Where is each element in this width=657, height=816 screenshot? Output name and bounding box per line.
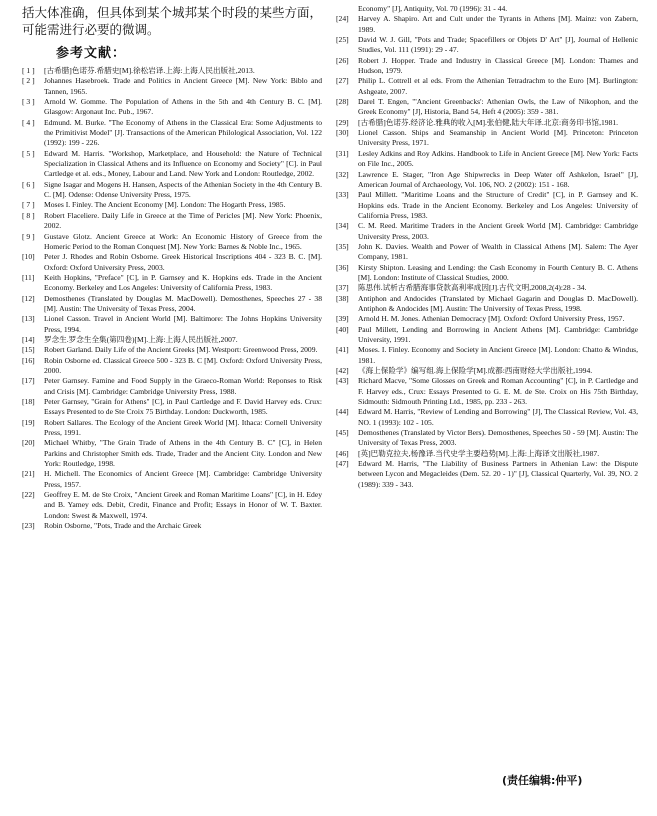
reference-item xyxy=(336,428,638,449)
reference-number: [41] xyxy=(336,345,349,355)
reference-number: [21] xyxy=(22,469,35,479)
reference-number: [38] xyxy=(336,293,349,303)
reference-text: Gustave Glotz. Ancient Greece at Work: An Economic History of Greece from the Homeric Period to the Roman Conquest [M]. New York: Barnes & Noble Inc., 1965. xyxy=(44,231,322,251)
reference-item xyxy=(22,149,322,180)
reference-number: [40] xyxy=(336,324,349,334)
reference-number: [42] xyxy=(336,366,349,376)
reference-item xyxy=(336,35,638,56)
intro-paragraph: 括大体准确，但具体到某个城邦某个时段的某些方面，可能需进行必要的微调。 xyxy=(22,5,323,37)
reference-text: Peter J. Rhodes and Robin Osborne. Greek Historical Inscriptions 404 - 323 B. C. [M]. Oxford: Oxford University Press, 2003. xyxy=(44,252,322,272)
reference-item xyxy=(336,376,638,407)
reference-number: [19] xyxy=(22,417,35,427)
reference-number: [ 9 ] xyxy=(22,231,35,241)
reference-item xyxy=(22,97,322,118)
reference-number: [ 4 ] xyxy=(22,117,35,127)
reference-number: [32] xyxy=(336,169,349,179)
reference-number: [23] xyxy=(22,521,35,531)
reference-list-left xyxy=(22,66,322,531)
reference-number: [33] xyxy=(336,190,349,200)
reference-text: H. Michell. The Economics of Ancient Greece [M]. Cambridge: Cambridge University Press, 1957. xyxy=(44,469,322,489)
reference-text: Lionel Casson. Travel in Ancient World [M]. Baltimore: The Johns Hopkins University Press, 1994. xyxy=(44,314,322,334)
reference-text: Robert J. Hopper. Trade and Industry in Classical Greece [M]. London: Thames and Hudson, 1979. xyxy=(358,55,638,76)
reference-number: [25] xyxy=(336,35,349,45)
reference-item xyxy=(336,325,638,346)
reference-item xyxy=(336,170,638,191)
reference-item xyxy=(22,521,322,531)
reference-text: Robin Osborne ed. Classical Greece 500 - 323 B. C [M]. Oxford: Oxford University Press, 2000. xyxy=(44,355,322,375)
references-heading: 参考文献： xyxy=(56,46,127,61)
reference-text: Robert Garland. Daily Life of the Ancient Greeks [M]. Westport: Greenwood Press, 2009. xyxy=(44,345,318,355)
reference-number: [ 7 ] xyxy=(22,200,35,210)
reference-number: [35] xyxy=(336,241,349,251)
reference-text: Peter Garnsey, "Grain for Athens" [C], in Paul Cartledge and F. David Harvey eds. Crux: Essays Presented to de Ste Croix 75 Birthday. London: Duckworth, 1985. xyxy=(44,397,322,417)
reference-item xyxy=(22,294,322,315)
reference-number: [36] xyxy=(336,262,349,272)
reference-text: Robin Osborne, "Pots, Trade and the Archaic Greek xyxy=(44,521,202,531)
reference-item xyxy=(22,76,322,97)
reference-text: Paul Millett, Lending and Borrowing in Ancient Athens [M]. Cambridge: Cambridge University, 1991. xyxy=(358,324,638,344)
reference-text: Edward M. Harris. "Workshop, Marketplace, and Household: the Nature of Technical Specialization in Classical Athens and its Influence on Economy and Society" [C]. in Paul Cartledge et al. eds., Money, Labour and Land. New York and London: Routledge, 2002. xyxy=(44,148,322,179)
reference-text: Michael Whitby, "The Grain Trade of Athens in the 4th Century B. C" [C], in Helen Parkins and Christopher Smith eds. Trade, Trader and the Ancient City. London and New York: Routledge, 1998. xyxy=(44,438,322,469)
reference-text: 罗念生.罗念生全集(第四卷)[M].上海:上海人民出版社,2007. xyxy=(44,334,238,344)
reference-text: Arnold W. Gomme. The Population of Athens in the 5th and 4th Century B. C. [M]. Glasgow: Argonaut Inc. Pub., 1967. xyxy=(44,97,322,117)
reference-text: Peter Garnsey. Famine and Food Supply in the Graeco-Roman World: Reponses to Risk and Crisis [M]. Cambridge: Cambridge University Press, 1988. xyxy=(44,376,322,396)
reference-text: Arnold H. M. Jones. Athenian Democracy [M]. Oxford: Oxford University Press, 1957. xyxy=(358,314,625,324)
reference-text: Lionel Casson. Ships and Seamanship in Ancient World [M]. Princeton: Princeton University Press, 1971. xyxy=(358,128,638,148)
reference-item xyxy=(22,211,322,232)
reference-number: [46] xyxy=(336,448,349,458)
reference-number: [ 6 ] xyxy=(22,179,35,189)
reference-number: [30] xyxy=(336,128,349,138)
reference-text: Moses I. Finley. The Ancient Economy [M]. London: The Hogarth Press, 1985. xyxy=(44,200,286,210)
left-column xyxy=(22,4,322,531)
reference-item xyxy=(336,263,638,284)
reference-text: [英]巴勒克拉夫,杨豫译.当代史学主要趋势[M].上海:上海译文出版社,1987. xyxy=(358,448,600,458)
reference-text: Kirsty Shipton. Leasing and Lending: the Cash Economy in Fourth Century B. C. Athens [M]. London: Institute of Classical Studies, 2000. xyxy=(358,262,638,282)
reference-text: Harvey A. Shapiro. Art and Cult under the Tyrants in Athens [M]. Mainz: von Zabern, 1989. xyxy=(358,14,638,34)
reference-item xyxy=(22,490,322,521)
reference-number: [47] xyxy=(336,459,349,469)
reference-item xyxy=(336,283,638,293)
reference-item xyxy=(336,242,638,263)
reference-text: Keith Hopkins, "Preface" [C], in P. Garnsey and K. Hopkins eds. Trade in the Ancient Economy. Berkeley and Los Angeles: University of California Press, 1983. xyxy=(44,272,322,293)
right-column xyxy=(336,4,638,490)
reference-number: [16] xyxy=(22,355,35,365)
reference-number: [24] xyxy=(336,14,349,24)
reference-item xyxy=(336,345,638,366)
reference-number: [20] xyxy=(22,438,35,448)
reference-number: [14] xyxy=(22,334,35,344)
reference-item xyxy=(22,200,322,210)
reference-text: Robert Sallares. The Ecology of the Ancient Greek World [M]. Ithaca: Cornell University Press, 1991. xyxy=(44,417,322,438)
reference-text: Johannes Hasebroek. Trade and Politics in Ancient Greece [M]. New York: Biblo and Tannen, 1965. xyxy=(44,76,322,96)
reference-number: [ 8 ] xyxy=(22,210,35,220)
reference-text: Demosthenes (Translated by Victor Bers). Demosthenes, Speeches 50 - 59 [M]. Austin: The University of Texas Press, 2003. xyxy=(358,428,638,448)
reference-number: [ 5 ] xyxy=(22,148,35,158)
reference-text: Lawrence E. Stager, "Iron Age Shipwrecks in Deep Water off Ashkelon, Israel" [J], American Journal of Archaeology, Vol. 106, NO. 2 (2002): 151 - 168. xyxy=(358,169,638,189)
reference-item xyxy=(22,418,322,439)
reference-item xyxy=(336,128,638,149)
reference-item xyxy=(22,180,322,201)
reference-item xyxy=(22,376,322,397)
reference-text: Richard Macve, "Some Glosses on Greek and Roman Accounting" [C], in P. Cartledge and F. Harvey eds., Crux: Essays Presented to G. E. M. de Ste. Croix on His 75th Birthday, Sidmouth: Sidmouth Printing Ltd., 1985, pp. 233 - 263. xyxy=(358,376,638,407)
reference-number: [28] xyxy=(336,97,349,107)
reference-item xyxy=(336,149,638,170)
reference-item xyxy=(336,97,638,118)
reference-item xyxy=(22,314,322,335)
reference-text: Darel T. Engen, "'Ancient Greenbacks': Athenian Owls, the Law of Nikophon, and the Greek Economy" [J], Historia, Band 54, Heft 4 (2005): 359 - 381. xyxy=(358,97,638,117)
reference-item xyxy=(22,438,322,469)
reference-number: [29] xyxy=(336,117,349,127)
reference-item xyxy=(22,66,322,76)
reference-item xyxy=(22,335,322,345)
reference-item xyxy=(336,76,638,97)
reference-item xyxy=(22,273,322,294)
reference-number: [39] xyxy=(336,314,349,324)
reference-item xyxy=(336,314,638,324)
reference-text: Geoffrey E. M. de Ste Croix, "Ancient Greek and Roman Maritime Loans" [C], in H. Edey and B. Yamey eds. Debit, Credit, Finance and Profit; Essays in Honor of W. T. Baxter. London: Swest & Maxwell, 1974. xyxy=(44,490,322,520)
reference-item xyxy=(336,407,638,428)
reference-text: 陈思伟.试析古希腊海事贷款高利率成因[J].古代文明,2008,2(4):28 - 34. xyxy=(358,283,587,293)
reference-item xyxy=(22,469,322,490)
reference-item xyxy=(22,356,322,377)
reference-item xyxy=(336,4,638,14)
reference-text: Edward M. Harris, "Review of Lending and Borrowing" [J], The Classical Review, Vol. 43, NO. 1 (1993): 102 - 105. xyxy=(358,407,638,427)
reference-number: [10] xyxy=(22,252,35,262)
reference-text: Lesley Adkins and Roy Adkins. Handbook to Life in Ancient Greece [M]. New York: Facts on File Inc., 2005. xyxy=(358,148,638,169)
reference-item xyxy=(22,232,322,253)
reference-text: [古希腊]色诺芬.经济论.雅典的收入[M].张伯健,陆大年译.北京:商务印书馆,1981. xyxy=(358,117,619,127)
reference-item xyxy=(336,221,638,242)
reference-item xyxy=(336,366,638,376)
reference-text: David W. J. Gill, "Pots and Trade; Spacefillers or Objets D' Art" [J], Journal of Hellenic Studies, Vol. 111 (1991): 29 - 47. xyxy=(358,35,638,55)
reference-text: Economy" [J], Antiquity, Vol. 70 (1996): 31 - 44. xyxy=(358,4,508,13)
reference-number: [27] xyxy=(336,76,349,86)
reference-text: 《海上保险学》编写组.海上保险学[M].成都:西南财经大学出版社,1994. xyxy=(358,366,593,376)
reference-text: Antiphon and Andocides (Translated by Michael Gagarin and Douglas D. MacDowell). Antiphon & Andocides [M]. Austin: The University of Texas Press, 1998. xyxy=(358,293,638,313)
reference-number: [37] xyxy=(336,283,349,293)
reference-number: [31] xyxy=(336,148,349,158)
reference-number: [12] xyxy=(22,293,35,303)
reference-number: [45] xyxy=(336,428,349,438)
reference-item xyxy=(336,56,638,77)
reference-text: Signe Isagar and Mogens H. Hansen, Aspects of the Athenian Society in the 4th Century B. C. [M]. Odense: Odense University Press, 1975. xyxy=(44,179,322,200)
reference-number: [34] xyxy=(336,221,349,231)
reference-number: [ 2 ] xyxy=(22,76,35,86)
reference-item xyxy=(336,449,638,459)
reference-item xyxy=(336,459,638,490)
reference-text: Philip L. Cottrell et al eds. From the Athenian Tetradrachm to the Euro [M]. Burlington: Ashgeate, 2007. xyxy=(358,76,638,96)
reference-text: [古希腊]色诺芬.希腊史[M].徐松岩译.上海:上海人民出版社,2013. xyxy=(44,66,255,75)
reference-text: Robert Flaceliere. Daily Life in Greece at the Time of Pericles [M]. New York: Phoenix, 2002. xyxy=(44,210,322,231)
editor-note: (责任编辑:仲平) xyxy=(502,774,583,787)
reference-number: [18] xyxy=(22,397,35,406)
reference-number: [ 3 ] xyxy=(22,97,35,107)
reference-number: [13] xyxy=(22,314,35,324)
reference-text: Edward M. Harris, "The Liability of Business Partners in Athenian Law: the Dispute between Lycon and Megacleides (Dem. 52. 20 - 1)" [J], Classical Quarterly, Vol. 39, NO. 2 (1989): 339 - 343. xyxy=(358,459,638,489)
reference-list-right xyxy=(336,4,638,490)
reference-item xyxy=(22,252,322,273)
reference-number: [43] xyxy=(336,376,349,386)
reference-item xyxy=(336,14,638,35)
reference-number: [26] xyxy=(336,55,349,65)
reference-item xyxy=(336,118,638,128)
reference-text: Moses. I. Finley. Economy and Society in Ancient Greece [M]. London: Chatto & Windus, 1981. xyxy=(358,345,638,365)
reference-number: [ 1 ] xyxy=(22,66,35,75)
reference-item xyxy=(336,190,638,221)
reference-text: Paul Millett. "Maritime Loans and the Structure of Credit" [C], in P. Garnsey and K. Hopkins eds. Trade in the Ancient Economy. Berkeley and Los Angeles: University of California Press, 1983. xyxy=(358,190,638,220)
reference-number: [22] xyxy=(22,490,35,500)
reference-text: C. M. Reed. Maritime Traders in the Ancient Greek World [M]. Cambridge: Cambridge University Press, 2003. xyxy=(358,221,638,241)
reference-item xyxy=(22,345,322,355)
reference-item xyxy=(336,294,638,315)
reference-number: [15] xyxy=(22,345,35,355)
reference-text: Edmund. M. Burke. "The Economy of Athens in the Classical Era: Some Adjustments to the Primitivist Model" [J]. Transactions of the American Philological Association, Vol. 122 (1992): 199 - 226. xyxy=(44,117,322,148)
reference-text: Demosthenes (Translated by Douglas M. MacDowell). Demosthenes, Speeches 27 - 38 [M]. Austin: The University of Texas Press, 2004. xyxy=(44,293,322,313)
reference-number: [17] xyxy=(22,376,35,386)
reference-number: [44] xyxy=(336,407,349,417)
reference-item xyxy=(22,397,322,418)
reference-text: John K. Davies. Wealth and Power of Wealth in Classical Athens [M]. Salem: The Ayer Company, 1981. xyxy=(358,241,638,262)
reference-item xyxy=(22,118,322,149)
reference-number: [11] xyxy=(22,272,35,282)
